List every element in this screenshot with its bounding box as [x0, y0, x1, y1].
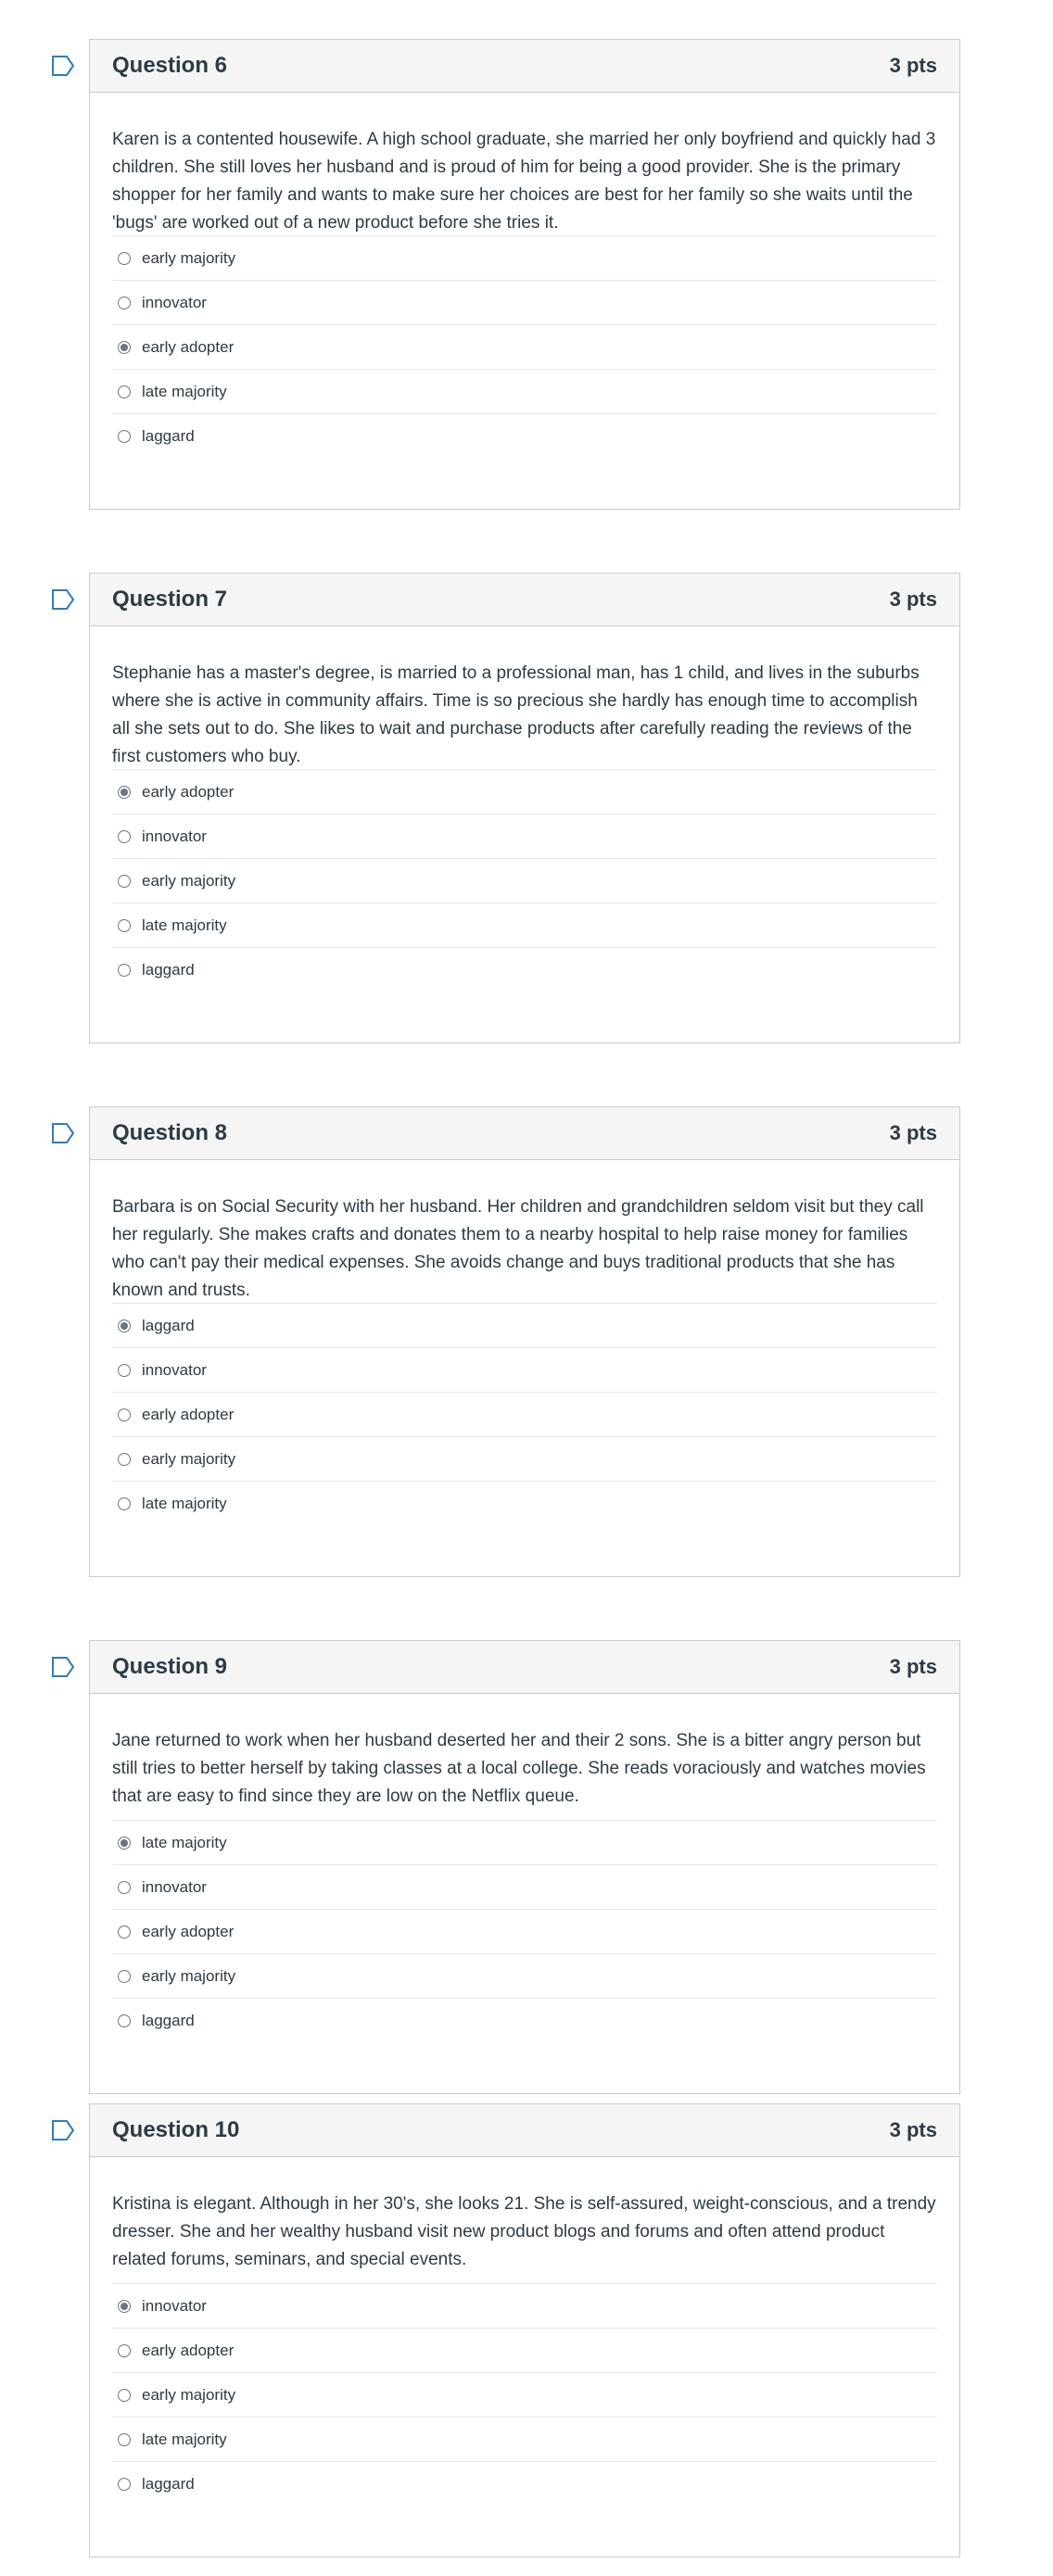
question-title: Question 10 [112, 2117, 240, 2142]
radio-button[interactable] [118, 1408, 131, 1421]
radio-button[interactable] [118, 1364, 131, 1377]
answer-label: early majority [142, 2385, 236, 2404]
question-text: Barbara is on Social Security with her husband. Her children and grandchildren seldom visit but they call her regularly. She makes crafts and donates them to a nearby hospital to help raise money for families who can't pay their medical expenses. She avoids change and buys traditional products that she has known and trusts. [112, 1197, 924, 1300]
radio-button[interactable] [118, 1926, 131, 1938]
answer-list [112, 2283, 937, 2506]
answer-option[interactable] [112, 1821, 937, 1865]
radio-button[interactable] [118, 964, 131, 977]
answer-option[interactable] [112, 1437, 937, 1482]
question-points: 3 pts [889, 1121, 937, 1144]
question-header [90, 1641, 959, 1694]
radio-button[interactable] [118, 2433, 131, 2446]
answer-list [112, 1820, 937, 2042]
answer-list [112, 1303, 937, 1525]
question-points: 3 pts [889, 2118, 937, 2141]
answer-label: innovator [142, 827, 207, 845]
question-card [89, 1640, 960, 2094]
bookmark-flag-icon[interactable] [51, 1122, 75, 1144]
answer-label: early adopter [142, 2341, 235, 2359]
radio-button-selected[interactable] [118, 786, 131, 799]
answer-option[interactable] [112, 1865, 937, 1910]
radio-button[interactable] [118, 252, 131, 265]
question-text: Karen is a contented housewife. A high school graduate, she married her only boyfriend and quickly had 3 children. She still loves her husband and is proud of him for being a good provider. She is the primary shopper for her family and wants to make sure her choices are best for her family so she waits until the 'bugs' are worked out of a new product before she tries it. [112, 130, 936, 233]
answer-label: early adopter [142, 782, 235, 801]
radio-button[interactable] [118, 2014, 131, 2027]
radio-button[interactable] [118, 919, 131, 932]
answer-label: late majority [142, 382, 227, 400]
question-text: Stephanie has a master's degree, is married to a professional man, has 1 child, and lives in the suburbs where she is active in community affairs. Time is so precious she hardly has enough time to accomplish all she sets out to do. She likes to wait and purchase products after carefully reading the reviews of the first customers who buy. [112, 663, 920, 766]
question-text: Kristina is elegant. Although in her 30's, she looks 21. She is self-assured, weight-conscious, and a trendy dresser. She and her wealthy husband visit new product blogs and forums and often attend product related forums, seminars, and special events. [112, 2194, 936, 2269]
question-header [90, 2104, 959, 2157]
question-card [89, 2103, 960, 2557]
answer-option[interactable] [112, 859, 937, 903]
answer-label: early majority [142, 1966, 236, 1985]
answer-option[interactable] [112, 2329, 937, 2373]
radio-button-selected[interactable] [118, 1837, 131, 1850]
question-title: Question 7 [112, 587, 228, 612]
radio-button[interactable] [118, 1970, 131, 1983]
answer-label: laggard [142, 426, 195, 445]
question-title: Question 9 [112, 1654, 228, 1679]
answer-option[interactable] [112, 1304, 937, 1348]
answer-label: innovator [142, 2296, 207, 2315]
answer-option[interactable] [112, 2284, 937, 2329]
radio-button[interactable] [118, 297, 131, 309]
question-title: Question 6 [112, 53, 228, 78]
answer-label: innovator [142, 293, 207, 311]
question-text: Jane returned to work when her husband deserted her and their 2 sons. She is a bitter angry person but still tries to better herself by taking classes at a local college. She reads voraciously and watches movies that are easy to find since they are low on the Netflix queue. [112, 1731, 926, 1806]
answer-option[interactable] [112, 1348, 937, 1393]
answer-option[interactable] [112, 236, 937, 281]
bookmark-flag-icon[interactable] [51, 1656, 75, 1678]
answer-option[interactable] [112, 948, 937, 991]
radio-button[interactable] [118, 385, 131, 398]
answer-label: early adopter [142, 1405, 235, 1423]
radio-button[interactable] [118, 875, 131, 888]
radio-button-selected[interactable] [118, 1320, 131, 1332]
answer-option[interactable] [112, 2373, 937, 2418]
answer-option[interactable] [112, 370, 937, 414]
answer-label: early majority [142, 1449, 236, 1468]
question-card [89, 39, 960, 510]
radio-button[interactable] [118, 1497, 131, 1510]
answer-label: innovator [142, 1360, 207, 1379]
bookmark-flag-icon[interactable] [51, 588, 75, 611]
question-points: 3 pts [889, 1655, 937, 1678]
question-card [89, 573, 960, 1043]
answer-option[interactable] [112, 1910, 937, 1954]
answer-option[interactable] [112, 1393, 937, 1437]
answer-option[interactable] [112, 2462, 937, 2506]
question-header [90, 574, 959, 626]
answer-option[interactable] [112, 281, 937, 325]
answer-list [112, 769, 937, 991]
answer-label: early adopter [142, 337, 235, 356]
radio-button-selected[interactable] [118, 2300, 131, 2313]
radio-button[interactable] [118, 1453, 131, 1466]
radio-button[interactable] [118, 2478, 131, 2491]
question-card [89, 1106, 960, 1577]
radio-button[interactable] [118, 830, 131, 843]
answer-option[interactable] [112, 414, 937, 458]
answer-label: late majority [142, 1833, 227, 1851]
answer-label: early majority [142, 871, 236, 890]
answer-option[interactable] [112, 2418, 937, 2462]
answer-label: laggard [142, 1316, 195, 1334]
answer-label: late majority [142, 1494, 227, 1512]
answer-list [112, 235, 937, 458]
radio-button[interactable] [118, 2344, 131, 2357]
question-points: 3 pts [889, 54, 937, 77]
answer-label: early adopter [142, 1922, 235, 1940]
answer-option[interactable] [112, 903, 937, 948]
question-points: 3 pts [889, 587, 937, 611]
question-header [90, 1107, 959, 1160]
radio-button[interactable] [118, 430, 131, 443]
answer-option[interactable] [112, 814, 937, 859]
answer-label: laggard [142, 2474, 195, 2493]
radio-button[interactable] [118, 1881, 131, 1894]
radio-button[interactable] [118, 2389, 131, 2402]
bookmark-flag-icon[interactable] [51, 2119, 75, 2141]
answer-option[interactable] [112, 770, 937, 814]
question-header [90, 40, 959, 93]
answer-option[interactable] [112, 1999, 937, 2042]
question-title: Question 8 [112, 1120, 228, 1145]
answer-label: late majority [142, 915, 227, 934]
answer-option[interactable] [112, 325, 937, 370]
answer-label: laggard [142, 960, 195, 979]
answer-label: laggard [142, 2011, 195, 2029]
bookmark-flag-icon[interactable] [51, 55, 75, 77]
answer-option[interactable] [112, 1482, 937, 1525]
answer-option[interactable] [112, 1954, 937, 1999]
radio-button-selected[interactable] [118, 341, 131, 354]
answer-label: late majority [142, 2430, 227, 2448]
answer-label: early majority [142, 248, 236, 267]
answer-label: innovator [142, 1877, 207, 1896]
